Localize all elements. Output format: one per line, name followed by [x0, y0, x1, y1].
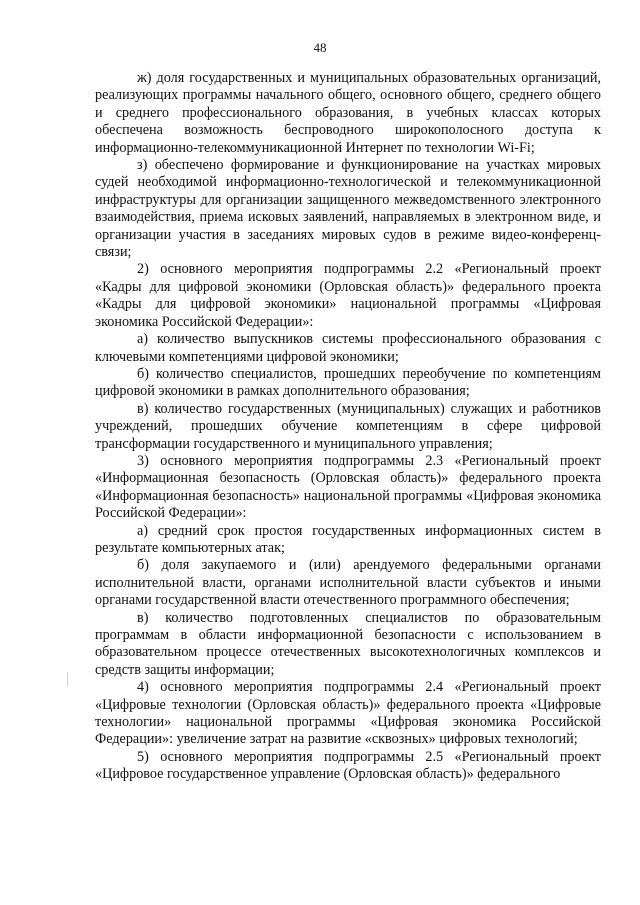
paragraph-5-subprogram-2-5: 5) основного мероприятия подпрограммы 2.5 «Региональный проект «Цифровое государственное управление (Орловская область)» федерального	[95, 748, 601, 783]
paragraph-zh-share-wifi: ж) доля государственных и муниципальных образовательных организаций, реализующих программы начального общего, основного общего, среднего общего и среднего профессионального образования, в учебных классах которых обеспечена возможность беспроводного широкополосного доступа к информационно-телекоммуникационной Интернет по технологии Wi-Fi;	[95, 70, 601, 156]
paragraph-b-domestic-software: б) доля закупаемого и (или) арендуемого федеральными органами исполнительной власти, органами исполнительной власти субъектов и иными органами государственной власти отечественного программного обеспечения;	[95, 557, 601, 609]
paragraph-2-subprogram-2-2: 2) основного мероприятия подпрограммы 2.2 «Региональный проект «Кадры для цифровой экономики (Орловская область)» федерального проекта «Кадры для цифровой экономики» национальной программы «Цифровая экономика Российской Федерации»:	[95, 261, 601, 330]
paragraph-b-retrained-specialists: б) количество специалистов, прошедших переобучение по компетенциям цифровой экономики в рамках дополнительного образования;	[95, 365, 601, 400]
body-text	[95, 70, 601, 784]
page-number: 48	[313, 40, 327, 55]
paragraph-v-security-specialists: в) количество подготовленных специалистов по образовательным программам в области информационной безопасности с использованием в образовательном процессе отечественных высокотехнологичных комплексов и средств защиты информации;	[95, 609, 601, 678]
paragraph-z-magistrates-infrastructure: з) обеспечено формирование и функционирование на участках мировых судей необходимой информационно-технологической и телекоммуникационной инфраструктуры для организации защищенного межведомственного электронного взаимодействия, приема исковых заявлений, направляемых в электронном виде, и организации участия в заседаниях мировых судов в режиме видео-конференц-связи;	[95, 157, 601, 261]
paragraph-a-graduates: а) количество выпускников системы профессионального образования с ключевыми компетенциями цифровой экономики;	[95, 331, 601, 365]
paragraph-v-civil-servants: в) количество государственных (муниципальных) служащих и работников учреждений, прошедших обучение компетенциям в сфере цифровой трансформации государственного и муниципального управления;	[95, 400, 601, 452]
paragraph-a-downtime: а) средний срок простоя государственных информационных систем в результате компьютерных атак;	[95, 522, 601, 556]
paragraph-4-subprogram-2-4: 4) основного мероприятия подпрограммы 2.4 «Региональный проект «Цифровые технологии (Орловская область)» федерального проекта «Цифровые технологии» национальной программы «Цифровая экономика Российской Федерации»: увеличение затрат на развитие «сквозных» цифровых технологий;	[95, 679, 601, 748]
paragraph-3-subprogram-2-3: 3) основного мероприятия подпрограммы 2.3 «Региональный проект «Информационная безопасность (Орловская область)» федерального проекта «Информационная безопасность» национальной программы «Цифровая экономика Российской Федерации»:	[95, 452, 601, 522]
scan-artifact-mark	[67, 672, 68, 686]
